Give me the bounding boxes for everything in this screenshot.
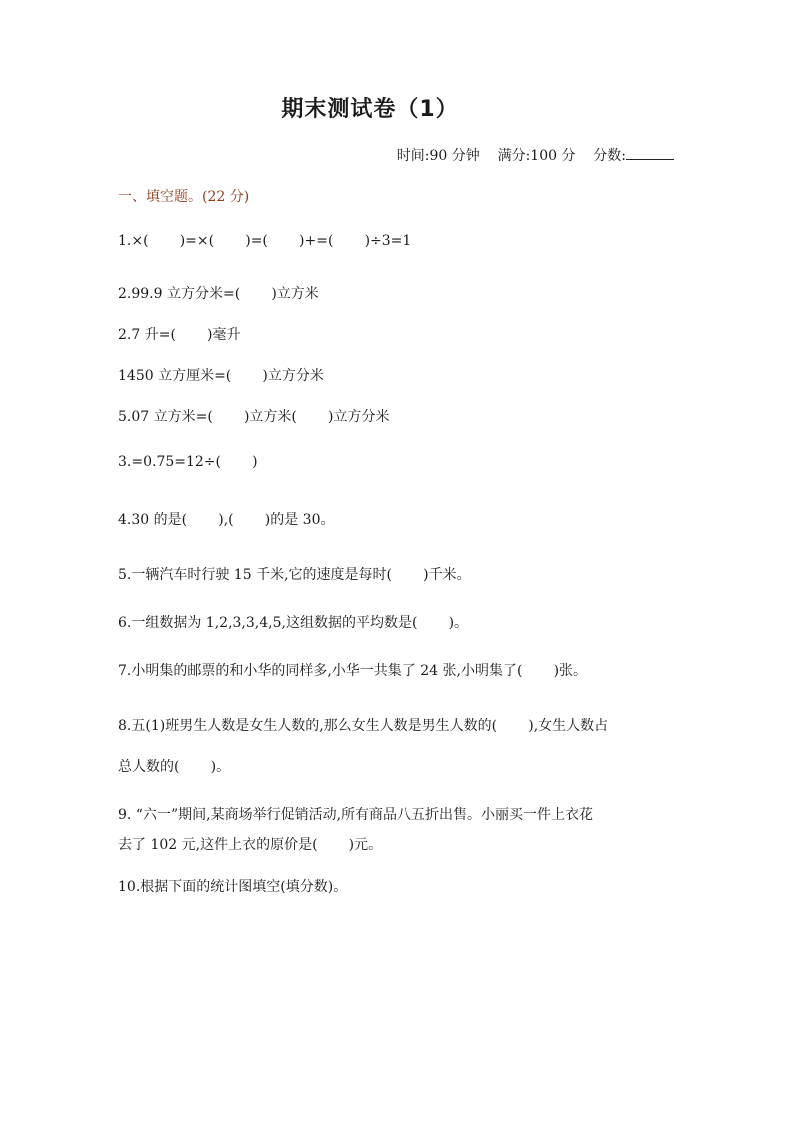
question-line: 5.一辆汽车时行驶 15 千米,它的速度是每时( )千米。 — [118, 567, 471, 583]
exam-info — [397, 145, 674, 165]
question-line: 7.小明集的邮票的和小华的同样多,小华一共集了 24 张,小明集了( )张。 — [118, 663, 588, 679]
question-line: 1.×( )=×( )=( )+=( )÷3=1 — [118, 233, 412, 249]
exam-info-text: 时间:90 分钟 满分:100 分 分数: — [396, 148, 626, 164]
question-line: 1450 立方厘米=( )立方分米 — [118, 368, 324, 384]
question-line: 3.=0.75=12÷( ) — [118, 454, 258, 470]
section-heading: 一、填空题。(22 分) — [118, 189, 250, 205]
question-line: 2.99.9 立方分米=( )立方米 — [118, 286, 319, 302]
question-line: 去了 102 元,这件上衣的原价是( )元。 — [118, 837, 383, 853]
question-line: 8.五(1)班男生人数是女生人数的,那么女生人数是男生人数的( ),女生人数占 — [118, 718, 609, 734]
question-line: 10.根据下面的统计图填空(填分数)。 — [118, 879, 348, 895]
question-line: 2.7 升=( )毫升 — [118, 327, 241, 343]
question-line: 5.07 立方米=( )立方米( )立方分米 — [118, 409, 390, 425]
question-line: 9. “六一”期间,某商场举行促销活动,所有商品八五折出售。小丽买一件上衣花 — [118, 807, 594, 823]
question-line: 总人数的( )。 — [118, 759, 231, 775]
page-title: 期末测试卷（1） — [281, 97, 459, 122]
question-line: 6.一组数据为 1,2,3,3,4,5,这组数据的平均数是( )。 — [118, 615, 469, 631]
score-blank[interactable] — [626, 147, 674, 160]
question-line: 4.30 的是( ),( )的是 30。 — [118, 512, 335, 528]
